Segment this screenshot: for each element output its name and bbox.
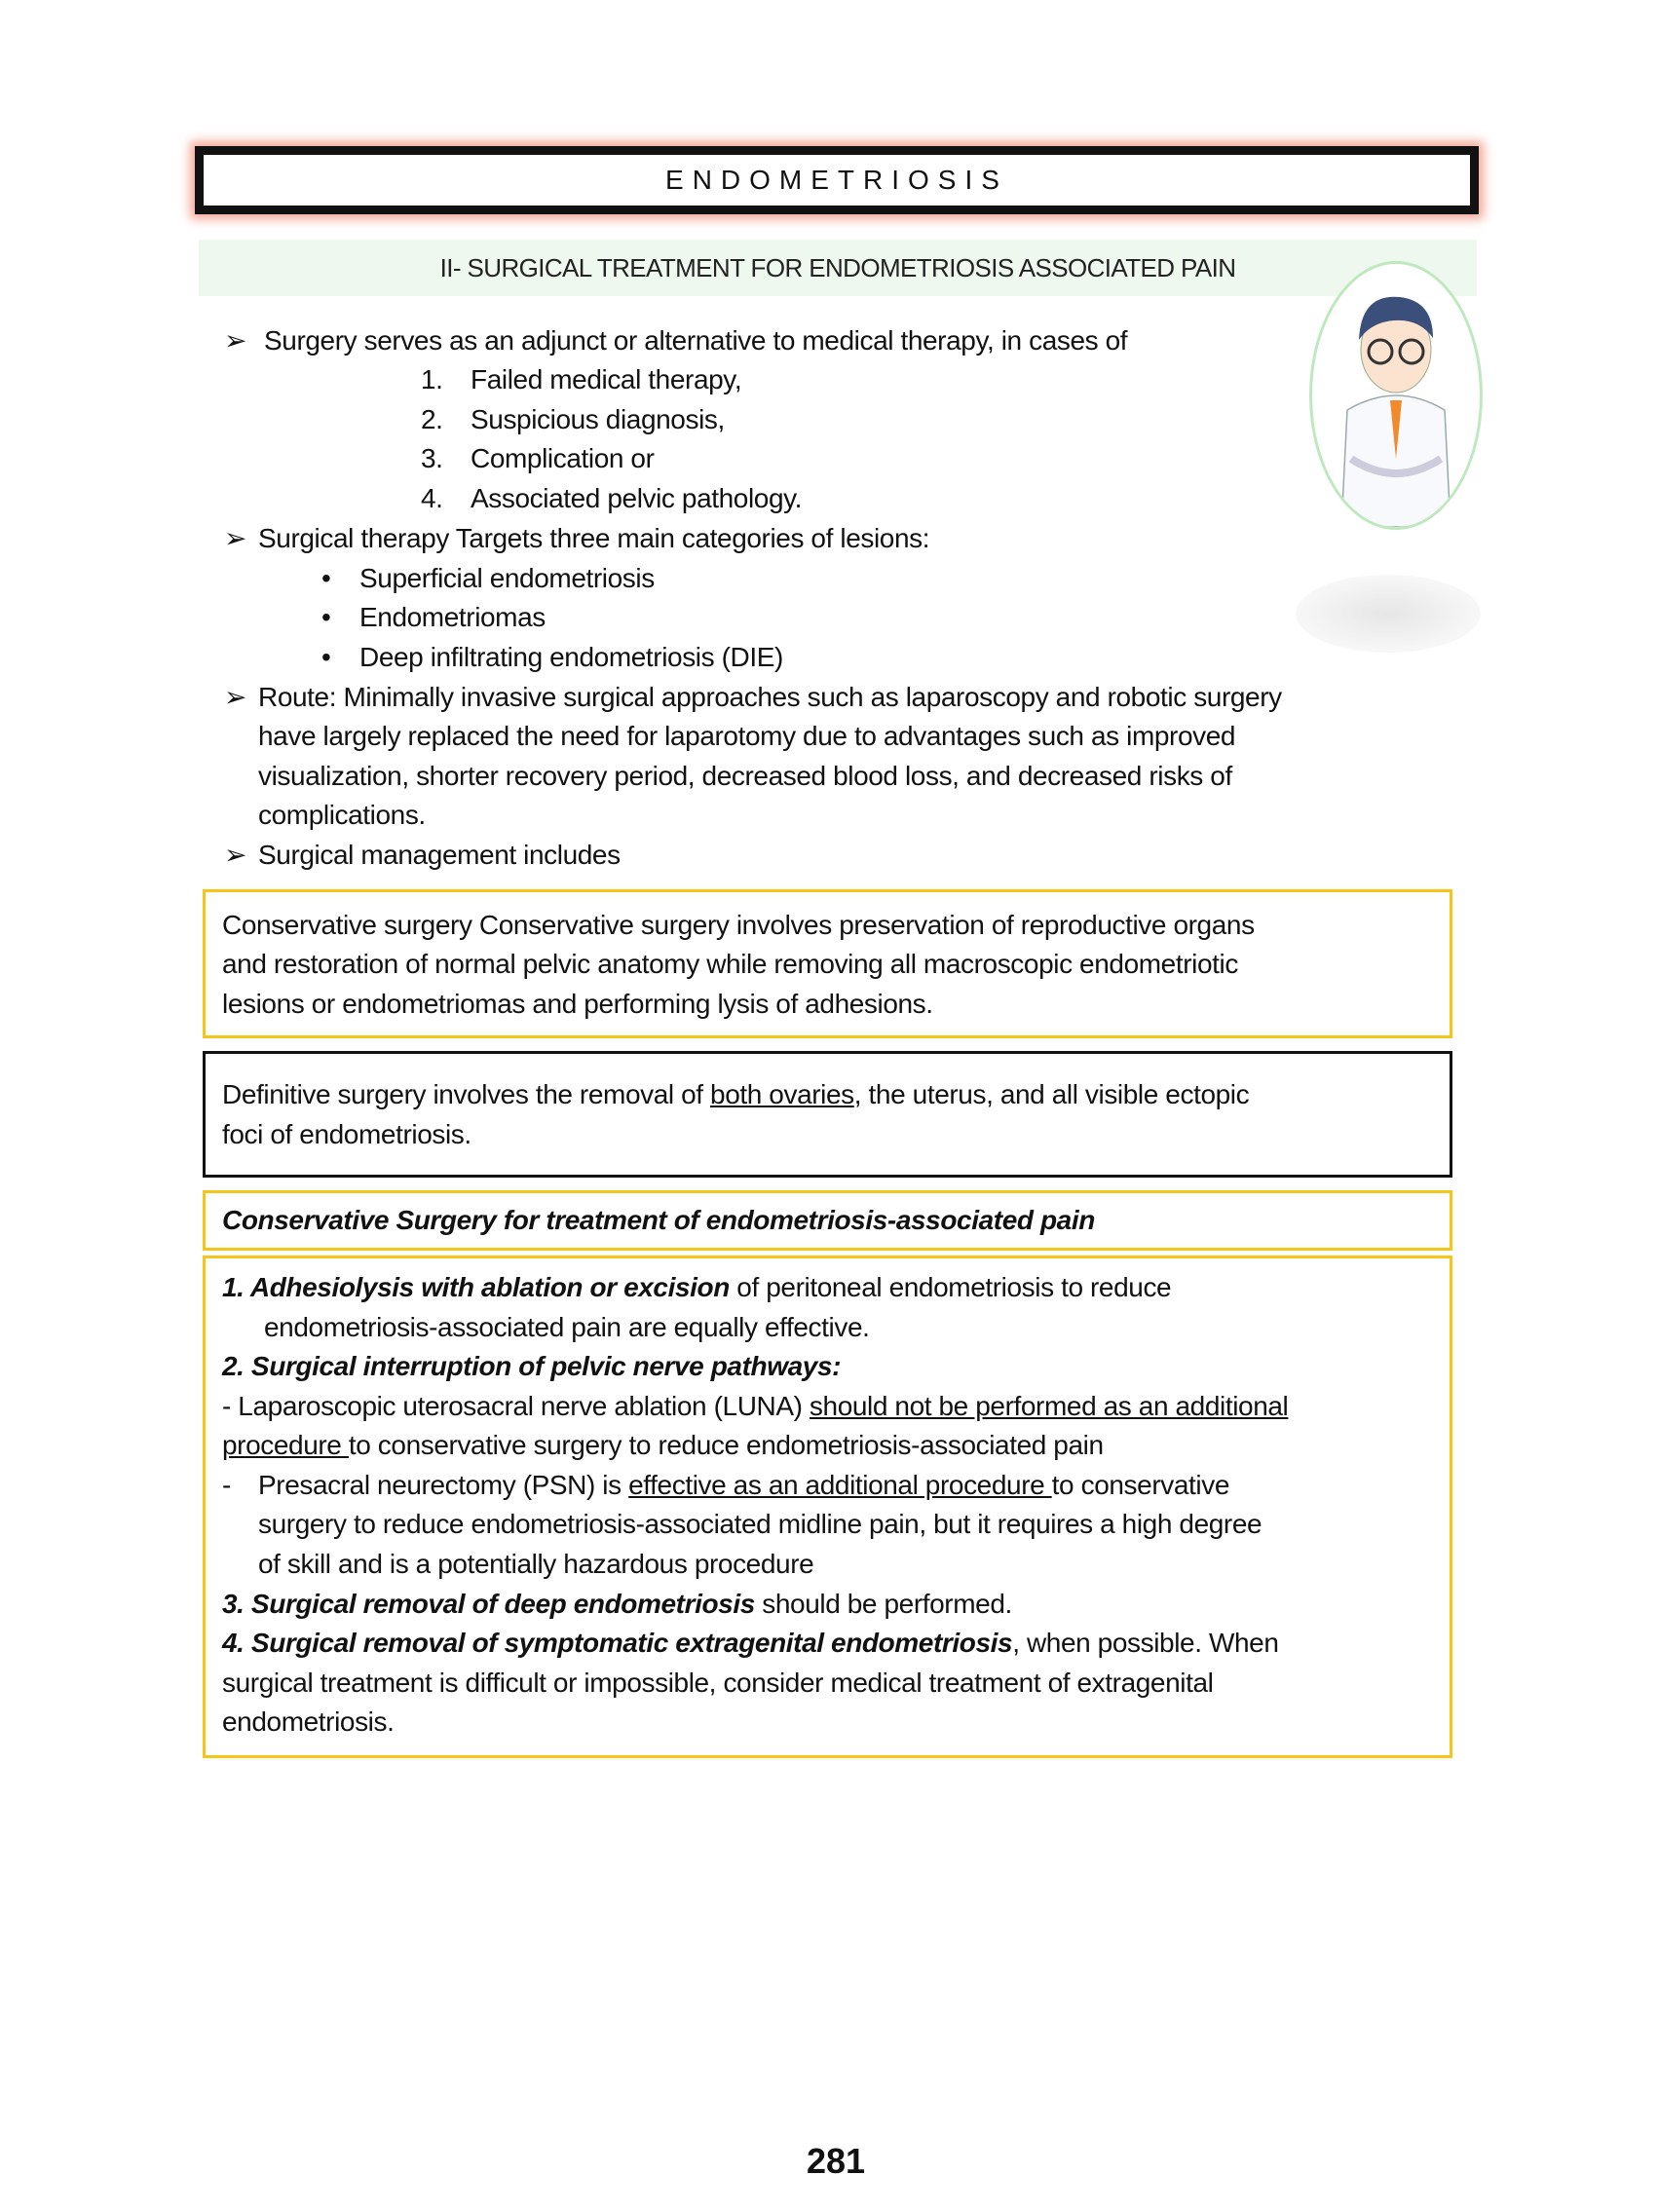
psn-dash: - xyxy=(222,1470,231,1500)
underlined-text: effective as an additional procedure xyxy=(628,1470,1052,1500)
chapter-title: ENDOMETRIOSIS xyxy=(665,165,1008,195)
box-line: lesions or endometriomas and performing lysis of adhesions. xyxy=(222,989,933,1019)
bold-text: 1. Adhesiolysis with ablation or excision xyxy=(222,1272,730,1302)
psn-line-3: of skill and is a potentially hazardous procedure xyxy=(258,1549,814,1579)
arrow-bullet-icon: ➢ xyxy=(224,840,247,870)
bold-text: 4. Surgical removal of symptomatic extragenital endometriosis xyxy=(222,1628,1013,1658)
text: should be performed. xyxy=(754,1589,1012,1619)
list-item: Endometriomas xyxy=(359,602,546,632)
cons-pain-heading: Conservative Surgery for treatment of endometriosis-associated pain xyxy=(222,1205,1095,1235)
item-3 xyxy=(222,1588,1012,1621)
targets-text: Surgical therapy Targets three main categories of lesions: xyxy=(258,523,930,553)
list-item: Superficial endometriosis xyxy=(359,563,655,593)
list-item: Associated pelvic pathology. xyxy=(471,483,803,513)
arrow-bullet-icon: ➢ xyxy=(224,682,247,712)
item-1 xyxy=(222,1271,1171,1304)
item-4 xyxy=(222,1627,1279,1660)
definitive-surgery-box xyxy=(203,1051,1452,1178)
text: - Laparoscopic uterosacral nerve ablation (LUNA) xyxy=(222,1391,810,1421)
dot-bullet-icon: • xyxy=(321,602,331,632)
doctor-icon xyxy=(1312,264,1480,527)
underlined-text: should not be performed as an additional xyxy=(809,1391,1289,1421)
box-line: Conservative surgery Conservative surgery involves preservation of reproductive organs xyxy=(222,910,1255,940)
item-1-cont: endometriosis-associated pain are equally effective. xyxy=(264,1312,870,1342)
text: Presacral neurectomy (PSN) is xyxy=(258,1470,629,1500)
list-num: 3. xyxy=(421,443,443,473)
item-2: 2. Surgical interruption of pelvic nerve pathways: xyxy=(222,1351,842,1381)
list-item: Failed medical therapy, xyxy=(471,364,742,394)
arrow-bullet-icon: ➢ xyxy=(224,523,247,553)
list-num: 2. xyxy=(421,404,443,434)
chapter-title-box xyxy=(195,146,1479,214)
route-line: Route: Minimally invasive surgical approaches such as laparoscopy and robotic surgery xyxy=(258,682,1282,712)
list-num: 1. xyxy=(421,364,443,394)
item-4-cont: endometriosis. xyxy=(222,1706,395,1737)
decorative-shadow xyxy=(1296,575,1481,653)
list-item: Deep infiltrating endometriosis (DIE) xyxy=(359,642,783,672)
psn-line xyxy=(258,1469,1229,1502)
underlined-text: procedure xyxy=(222,1430,349,1460)
list-num: 4. xyxy=(421,483,443,513)
text: to conservative surgery to reduce endometriosis-associated pain xyxy=(348,1430,1104,1460)
text: , when possible. When xyxy=(1012,1628,1279,1658)
list-item: Complication or xyxy=(471,443,655,473)
arrow-bullet-icon: ➢ xyxy=(224,325,247,356)
page-number: 281 xyxy=(806,2141,866,2181)
dot-bullet-icon: • xyxy=(321,563,331,593)
list-item: Suspicious diagnosis, xyxy=(471,404,725,434)
item-4-cont: surgical treatment is difficult or impossible, consider medical treatment of extragenital xyxy=(222,1668,1214,1698)
text: Definitive surgery involves the removal of xyxy=(222,1079,711,1109)
management-text: Surgical management includes xyxy=(258,840,621,870)
text: of peritoneal endometriosis to reduce xyxy=(729,1272,1172,1302)
doctor-illustration xyxy=(1309,261,1483,530)
route-line: complications. xyxy=(258,800,426,830)
box-line xyxy=(222,1078,1249,1111)
section-heading: II- SURGICAL TREATMENT FOR ENDOMETRIOSIS ASSOCIATED PAIN xyxy=(439,253,1236,282)
section-heading-band xyxy=(199,240,1477,296)
text: to conservative xyxy=(1051,1470,1229,1500)
box-line: foci of endometriosis. xyxy=(222,1119,471,1149)
route-line: visualization, shorter recovery period, decreased blood loss, and decreased risks of xyxy=(258,761,1232,791)
text: , the uterus, and all visible ectopic xyxy=(853,1079,1250,1109)
bold-text: 3. Surgical removal of deep endometriosis xyxy=(222,1589,755,1619)
dot-bullet-icon: • xyxy=(321,642,331,672)
luna-line xyxy=(222,1390,1288,1423)
route-line: have largely replaced the need for laparotomy due to advantages such as improved xyxy=(258,721,1236,751)
luna-line-2 xyxy=(222,1429,1104,1462)
box-line: and restoration of normal pelvic anatomy while removing all macroscopic endometriotic xyxy=(222,949,1238,979)
underlined-text: both ovaries xyxy=(710,1079,854,1109)
intro-text: Surgery serves as an adjunct or alternative to medical therapy, in cases of xyxy=(264,325,1128,356)
psn-line-2: surgery to reduce endometriosis-associated midline pain, but it requires a high degree xyxy=(258,1509,1262,1539)
